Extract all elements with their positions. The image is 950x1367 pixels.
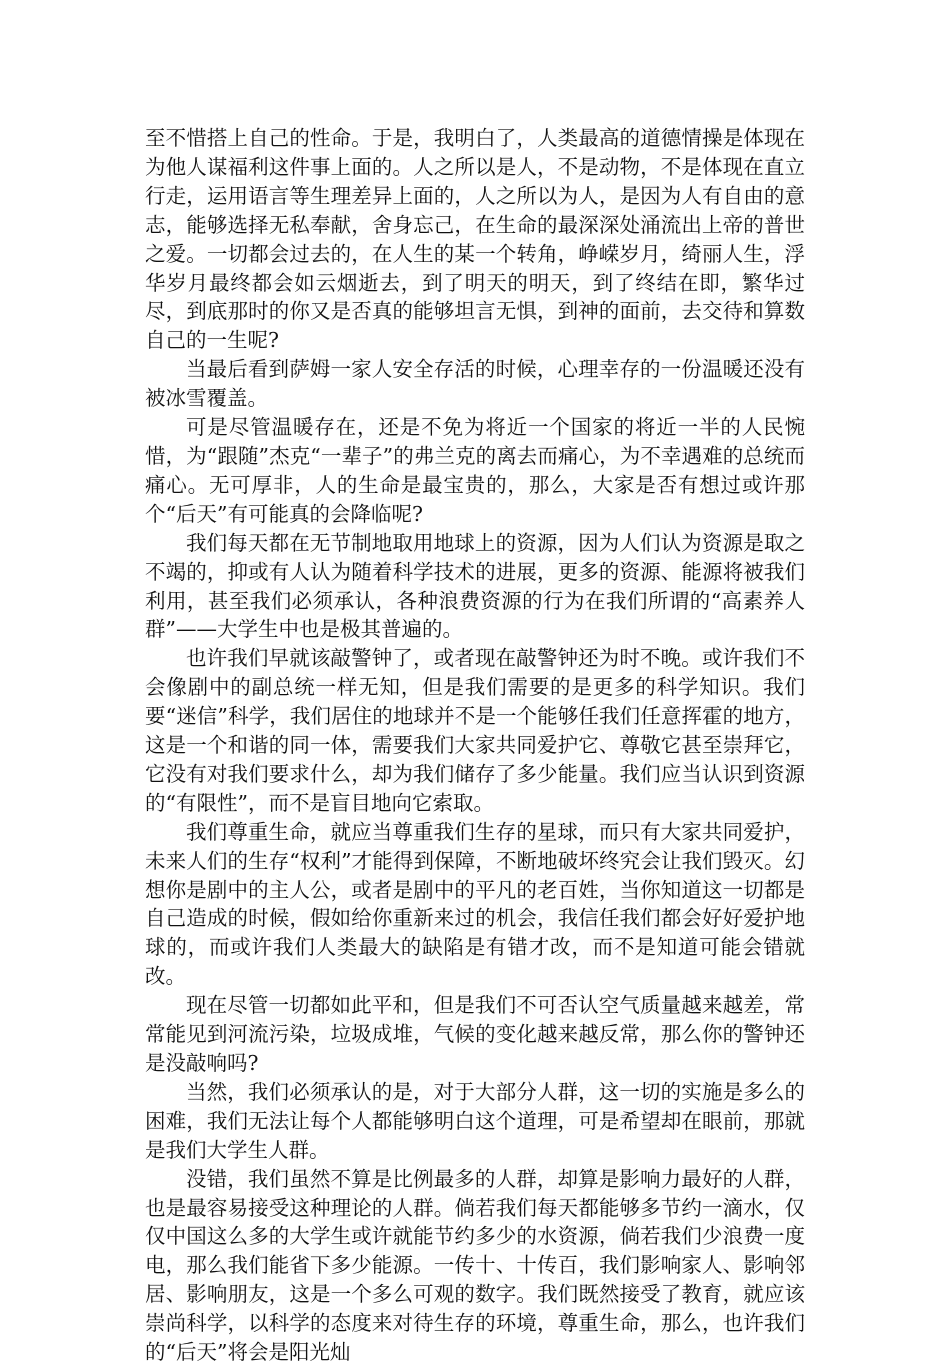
paragraph-5: 也许我们早就该敲警钟了，或者现在敲警钟还为时不晚。或许我们不会像剧中的副总统一样无知，但是我们需要的是更多的科学知识。我们要“迷信”科学，我们居住的地球并不是一个能够任我们任意挥霍的地方，这是一个和谐的同一体，需要我们大家共同爱护它、尊敬它甚至崇拜它，它没有对我们要求什么，却为我们储存了多少能量。我们应当认识到资源的“有限性”，而不是盲目地向它索取。 bbox=[145, 646, 805, 815]
paragraph-3: 可是尽管温暖存在，还是不免为将近一个国家的将近一半的人民惋惜，为“跟随”杰克“一辈子”的弗兰克的离去而痛心，为不幸遇难的总统而痛心。无可厚非，人的生命是最宝贵的，那么，大家是否有想过或许那个“后天”有可能真的会降临呢? bbox=[145, 415, 805, 526]
paragraph-4: 我们每天都在无节制地取用地球上的资源，因为人们认为资源是取之不竭的，抑或有人认为随着科学技术的进展，更多的资源、能源将被我们利用，甚至我们必须承认，各种浪费资源的行为在我们所谓的“高素养人群”——大学生中也是极其普遍的。 bbox=[145, 530, 805, 642]
document-body bbox=[145, 124, 805, 1367]
paragraph-7: 现在尽管一切都如此平和，但是我们不可否认空气质量越来越差，常常能见到河流污染，垃圾成堆，气候的变化越来越反常，那么你的警钟还是没敲响吗? bbox=[145, 993, 805, 1075]
paragraph-6: 我们尊重生命，就应当尊重我们生存的星球，而只有大家共同爱护，未来人们的生存“权利”才能得到保障，不断地破坏终究会让我们毁灭。幻想你是剧中的主人公，或者是剧中的平凡的老百姓，当你知道这一切都是自己造成的时候，假如给你重新来过的机会，我信任我们都会好好爱护地球的，而或许我们人类最大的缺陷是有错才改，而不是知道可能会错就改。 bbox=[145, 819, 805, 989]
paragraph-9: 没错，我们虽然不算是比例最多的人群，却算是影响力最好的人群，也是最容易接受这种理论的人群。倘若我们每天都能够多节约一滴水，仅仅中国这么多的大学生或许就能节约多少的水资源，倘若我们少浪费一度电，那么我们能省下多少能源。一传十、十传百，我们影响家人、影响邻居、影响朋友，这是一个多么可观的数字。我们既然接受了教育，就应该崇尚科学，以科学的态度来对待生存的环境，尊重生命，那么，也许我们的“后天”将会是阳光灿 bbox=[145, 1166, 805, 1365]
paragraph-8: 当然，我们必须承认的是，对于大部分人群，这一切的实施是多么的困难，我们无法让每个人都能够明白这个道理，可是希望却在眼前，那就是我们大学生人群。 bbox=[145, 1079, 805, 1162]
paragraph-2: 当最后看到萨姆一家人安全存活的时候，心理幸存的一份温暖还没有被冰雪覆盖。 bbox=[145, 357, 805, 411]
paragraph-1: 至不惜搭上自己的性命。于是，我明白了，人类最高的道德情操是体现在为他人谋福利这件事上面的。人之所以是人，不是动物，不是体现在直立行走，运用语言等生理差异上面的，人之所以为人，是因为人有自由的意志，能够选择无私奉献，舍身忘己，在生命的最深深处涌流出上帝的普世之爱。一切都会过去的，在人生的某一个转角，峥嵘岁月，绮丽人生，浮华岁月最终都会如云烟逝去，到了明天的明天，到了终结在即，繁华过尽，到底那时的你又是否真的能够坦言无惧，到神的面前，去交待和算数自己的一生呢? bbox=[145, 126, 805, 353]
